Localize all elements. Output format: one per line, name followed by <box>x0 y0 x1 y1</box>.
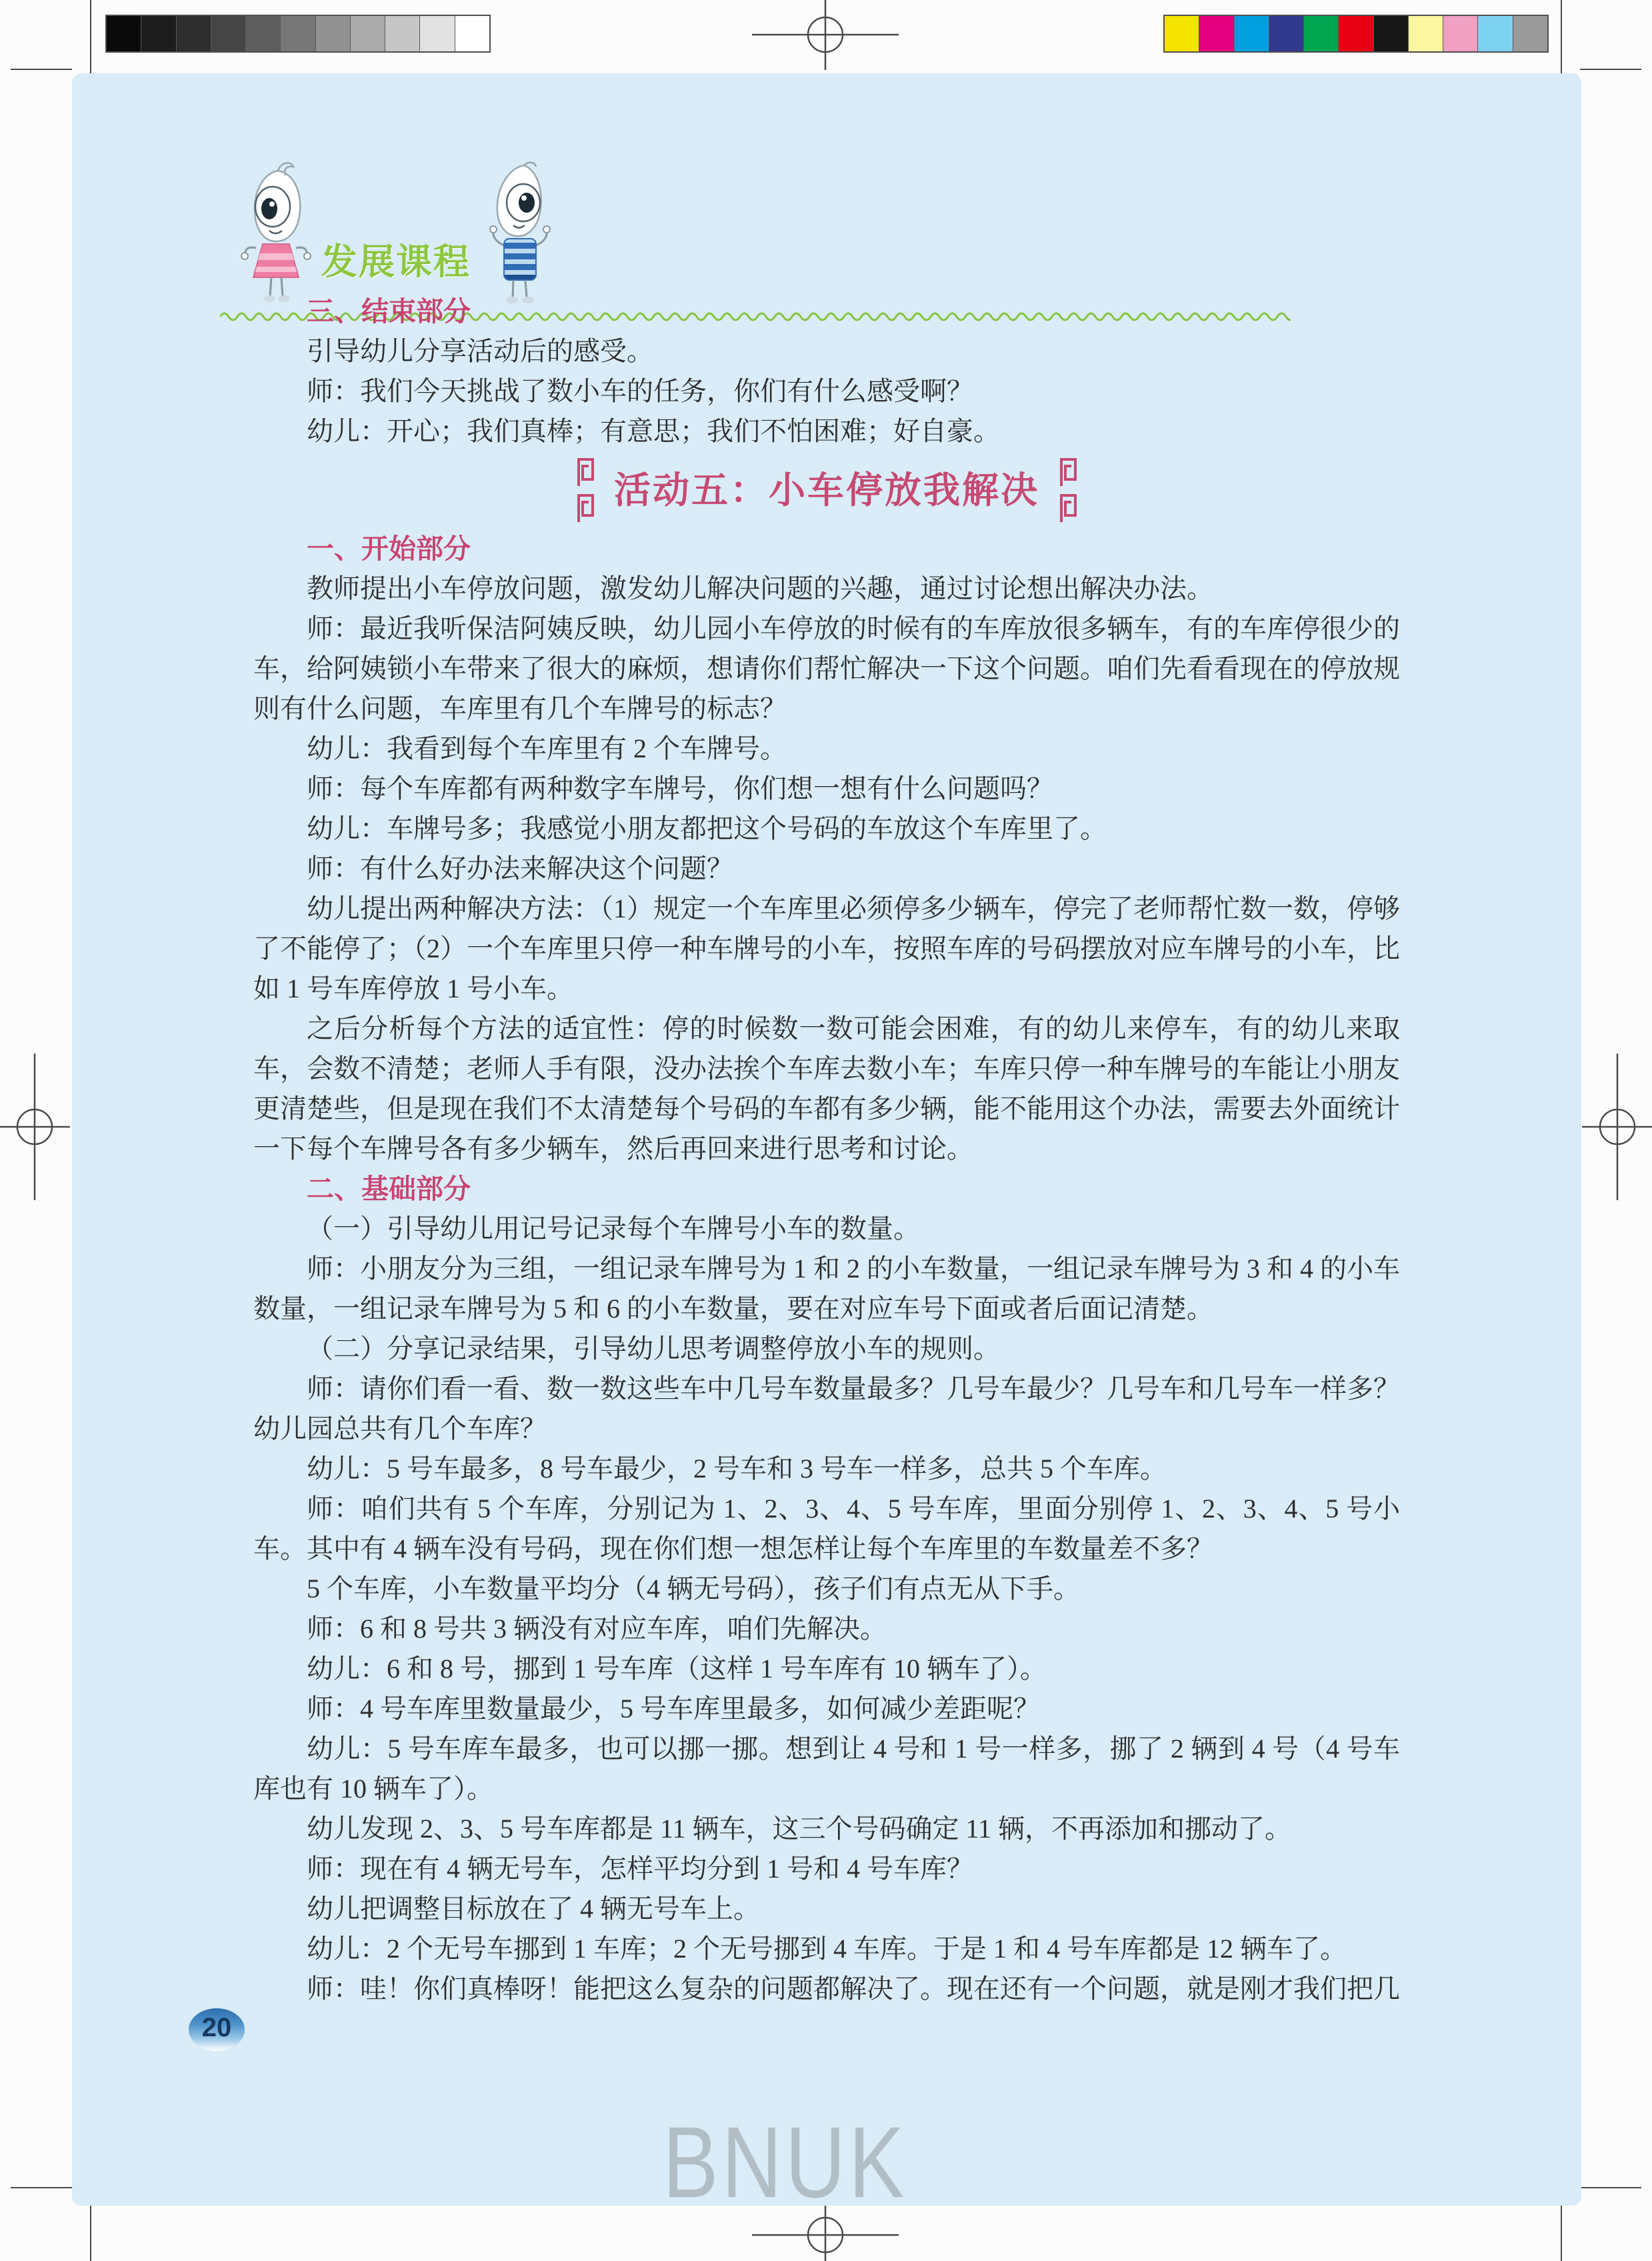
color-swatch <box>1165 16 1199 51</box>
paragraph: 幼儿把调整目标放在了 4 辆无号车上。 <box>307 1894 760 1924</box>
color-calibration-bar <box>1163 15 1549 53</box>
color-swatch <box>1269 16 1304 51</box>
paragraph: 师：小朋友分为三组，一组记录车牌号为 1 和 2 的小车数量，一组记录车牌号为 3 和 4 的小车数量，一组记录车牌号为 5 和 6 的小车数量，要在对应车号下面或者后面记清楚。 <box>253 1254 1400 1324</box>
grayscale-swatch <box>455 16 489 51</box>
series-logo: 发展课程 <box>321 242 471 282</box>
activity-title-text: 活动五：小车停放我解决 <box>613 469 1039 511</box>
section-heading: 三、结束部分 <box>307 296 471 327</box>
crop-mark <box>11 2187 72 2188</box>
crop-mark <box>11 69 72 70</box>
paragraph: 幼儿发现 2、3、5 号车库都是 11 辆车，这三个号码确定 11 辆，不再添加和挪动了。 <box>307 1814 1292 1844</box>
paragraph: 师：4 号车库里数量最少，5 号车库里最多，如何减少差距呢？ <box>307 1694 1040 1724</box>
paragraph: 之后分析每个方法的适宜性：停的时候数一数可能会困难，有的幼儿来停车，有的幼儿来取车，会数不清楚；老师人手有限，没办法挨个车库去数小车；车库只停一种车牌号的车能让小朋友更清楚些，但是现在我们不太清楚每个号码的车都有多少辆，能不能用这个办法，需要去外面统计一下每个车牌号各有多少辆车，然后再回来进行思考和讨论。 <box>253 1013 1400 1164</box>
color-swatch <box>1374 16 1409 51</box>
color-swatch <box>1199 16 1234 51</box>
page-number-badge <box>189 2008 245 2051</box>
color-swatch <box>1513 16 1547 51</box>
color-swatch <box>1443 16 1478 51</box>
section-heading: 二、基础部分 <box>307 1174 471 1204</box>
grayscale-swatch <box>385 16 420 51</box>
activity-title <box>253 451 1400 529</box>
paragraph: 师：现在有 4 辆无号车，怎样平均分到 1 号和 4 号车库？ <box>307 1854 973 1884</box>
watermark-text: BNUK <box>663 2106 908 2219</box>
title-ornament-icon <box>1058 455 1078 525</box>
paragraph: 幼儿：我看到每个车库里有 2 个车牌号。 <box>307 733 787 763</box>
paragraph: 5 个车库，小车数量平均分（4 辆无号码），孩子们有点无从下手。 <box>307 1574 1080 1604</box>
registration-mark-left-icon <box>0 1040 73 1214</box>
color-swatch <box>1339 16 1373 51</box>
grayscale-swatch <box>177 16 211 51</box>
mascot-girl-icon <box>240 159 313 305</box>
paragraph: 师：每个车库都有两种数字车牌号，你们想一想有什么问题吗？ <box>307 773 1053 803</box>
grayscale-swatch <box>351 16 385 51</box>
paragraph: 幼儿：车牌号多；我感觉小朋友都把这个号码的车放这个车库里了。 <box>307 813 1107 843</box>
grayscale-swatch <box>246 16 281 51</box>
content-column <box>253 291 1400 2009</box>
color-swatch <box>1478 16 1513 51</box>
crop-mark <box>1580 2187 1641 2188</box>
page-number: 20 <box>201 2012 232 2042</box>
paragraph: 师：哇！你们真棒呀！能把这么复杂的问题都解决了。现在还有一个问题，就是刚才我们把几 <box>307 1974 1400 2004</box>
grayscale-swatch <box>107 16 141 51</box>
color-swatch <box>1409 16 1443 51</box>
grayscale-calibration-bar <box>105 15 491 53</box>
grayscale-swatch <box>316 16 351 51</box>
paragraph: 幼儿：5 号车库车最多，也可以挪一挪。想到让 4 号和 1 号一样多，挪了 2 辆到 4 号（4 号车库也有 10 辆车了）。 <box>253 1734 1400 1804</box>
grayscale-swatch <box>420 16 455 51</box>
paragraph: 师：最近我听保洁阿姨反映，幼儿园小车停放的时候有的车库放很多辆车，有的车库停很少的车，给阿姨锁小车带来了很大的麻烦，想请你们帮忙解决一下这个问题。咱们先看看现在的停放规则有什么问题，车库里有几个车牌号的标志？ <box>253 613 1400 723</box>
grayscale-swatch <box>141 16 176 51</box>
registration-mark-top-icon <box>752 0 899 73</box>
crop-mark <box>1580 69 1641 70</box>
page-sheet <box>72 73 1581 2219</box>
paragraph: （一）引导幼儿用记号记录每个车牌号小车的数量。 <box>307 1214 920 1244</box>
mascot-boy-icon <box>479 161 559 305</box>
title-ornament-icon <box>575 455 595 525</box>
paragraph: 幼儿：5 号车最多，8 号车最少，2 号车和 3 号车一样多，总共 5 个车库。 <box>307 1454 1167 1484</box>
paragraph: 幼儿：6 和 8 号，挪到 1 号车库（这样 1 号车库有 10 辆车了）。 <box>307 1654 1047 1684</box>
color-swatch <box>1235 16 1269 51</box>
paragraph: 幼儿：开心；我们真棒；有意思；我们不怕困难；好自豪。 <box>307 416 1000 446</box>
paragraph: 教师提出小车停放问题，激发幼儿解决问题的兴趣，通过讨论想出解决办法。 <box>307 573 1213 603</box>
grayscale-swatch <box>211 16 246 51</box>
paragraph: （二）分享记录结果，引导幼儿思考调整停放小车的规则。 <box>307 1334 1000 1364</box>
paragraph: 师：有什么好办法来解决这个问题？ <box>307 853 733 883</box>
grayscale-swatch <box>281 16 315 51</box>
paragraph: 幼儿：2 个无号车挪到 1 车库；2 个无号挪到 4 车库。于是 1 和 4 号车库都是 12 辆车了。 <box>307 1934 1347 1964</box>
paragraph: 引导幼儿分享活动后的感受。 <box>307 336 653 366</box>
paragraph: 师：咱们共有 5 个车库，分别记为 1、2、3、4、5 号车库，里面分别停 1、2、3、4、5 号小车。其中有 4 辆车没有号码，现在你们想一想怎样让每个车库里的车数量差不多？ <box>253 1494 1400 1564</box>
paragraph: 师：6 和 8 号共 3 辆没有对应车库，咱们先解决。 <box>307 1614 887 1644</box>
paragraph: 幼儿提出两种解决方法：（1）规定一个车库里必须停多少辆车，停完了老师帮忙数一数，停够了不能停了；（2）一个车库里只停一种车牌号的小车，按照车库的号码摆放对应车牌号的小车，比如 1 号车库停放 1 号小车。 <box>253 893 1400 1003</box>
section-heading: 一、开始部分 <box>307 533 471 564</box>
color-swatch <box>1304 16 1339 51</box>
paragraph: 师：请你们看一看、数一数这些车中几号车数量最多？几号车最少？几号车和几号车一样多？幼儿园总共有几个车库？ <box>253 1374 1400 1444</box>
registration-mark-right-icon <box>1579 1040 1652 1214</box>
paragraph: 师：我们今天挑战了数小车的任务，你们有什么感受啊？ <box>307 376 973 406</box>
